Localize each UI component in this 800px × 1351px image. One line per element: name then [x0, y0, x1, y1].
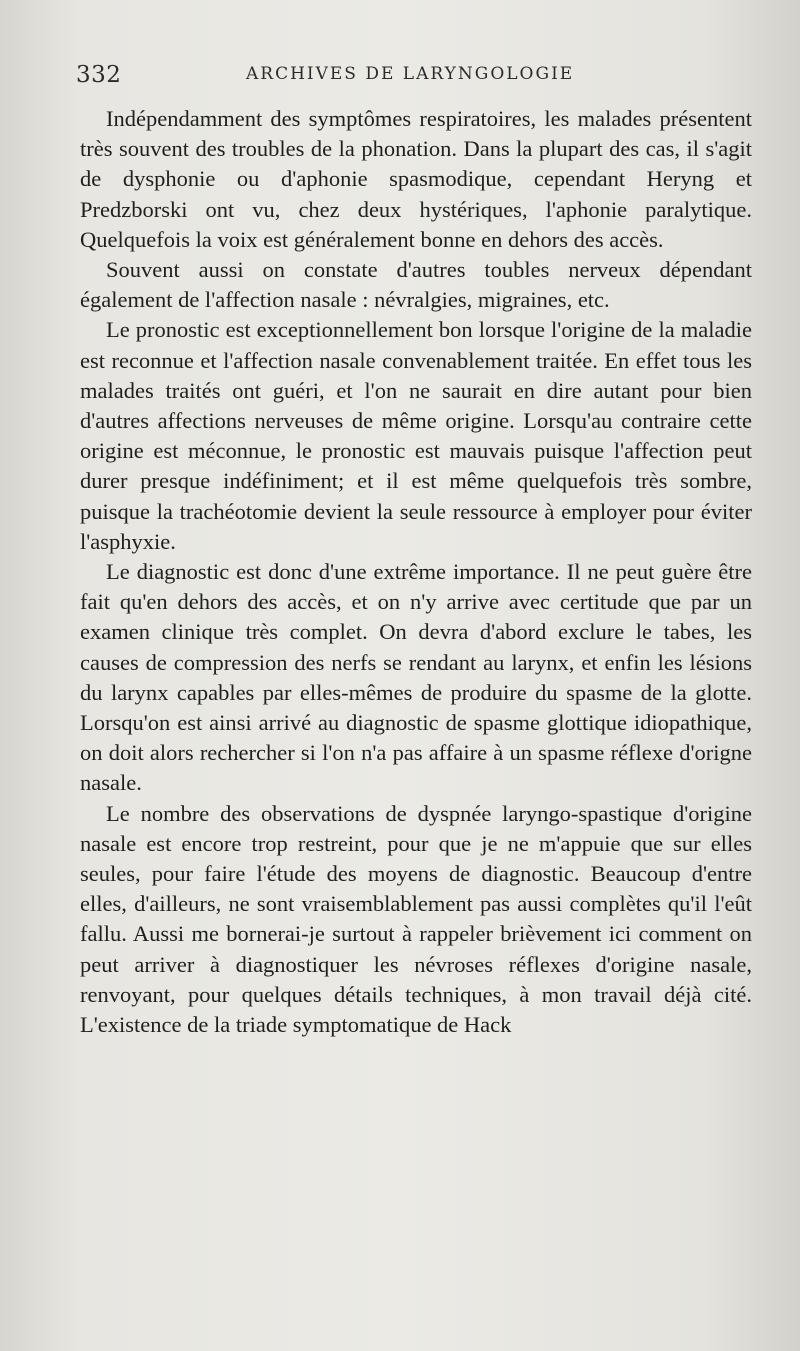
paragraph: Souvent aussi on constate d'autres toubles nerveux dépendant également de l'affection nasale : névralgies, migraines, etc. [80, 257, 752, 313]
body-text [80, 104, 752, 1040]
running-title: ARCHIVES DE LARYNGOLOGIE [246, 64, 575, 84]
paragraph: Le pronostic est exceptionnellement bon lorsque l'origine de la maladie est reconnue et l'affection nasale convenablement traitée. En effet tous les malades traités ont guéri, et l'on ne saurait en dire autant pour bien d'autres affections nerveuses de même origine. Lorsqu'au contraire cette origine est méconnue, le pronostic est mauvais puisque l'affection peut durer presque indéfiniment; et il est même quelquefois très sombre, puisque la trachéotomie devient la seule ressource à employer pour éviter l'asphyxie. [80, 317, 752, 554]
paragraph: Indépendamment des symptômes respiratoires, les malades présentent très souvent des troubles de la phonation. Dans la plupart des cas, il s'agit de dysphonie ou d'aphonie spasmodique, cependant Heryng et Predzborski ont vu, chez deux hystériques, l'aphonie paralytique. Quelquefois la voix est généralement bonne en dehors des accès. [80, 106, 752, 252]
page-number: 332 [76, 62, 122, 88]
paragraph: Le diagnostic est donc d'une extrême importance. Il ne peut guère être fait qu'en dehors des accès, et on n'y arrive avec certitude que par un examen clinique très complet. On devra d'abord exclure le tabes, les causes de compression des nerfs se rendant au larynx, et enfin les lésions du larynx capables par elles-mêmes de produire du spasme de la glotte. Lorsqu'on est ainsi arrivé au diagnostic de spasme glottique idiopathique, on doit alors rechercher si l'on n'a pas affaire à un spasme réflexe d'origne nasale. [80, 559, 752, 796]
page-header [76, 58, 756, 94]
paragraph: Le nombre des observations de dyspnée laryngo-spastique d'origine nasale est encore trop restreint, pour que je ne m'appuie que sur elles seules, pour faire l'étude des moyens de diagnostic. Beaucoup d'entre elles, d'ailleurs, ne sont vraisemblablement pas aussi complètes qu'il l'eût fallu. Aussi me bornerai-je surtout à rappeler brièvement ici comment on peut arriver à diagnostiquer les névroses réflexes d'origine nasale, renvoyant, pour quelques détails techniques, à mon travail déjà cité. L'existence de la triade symptomatique de Hack [80, 800, 752, 1038]
